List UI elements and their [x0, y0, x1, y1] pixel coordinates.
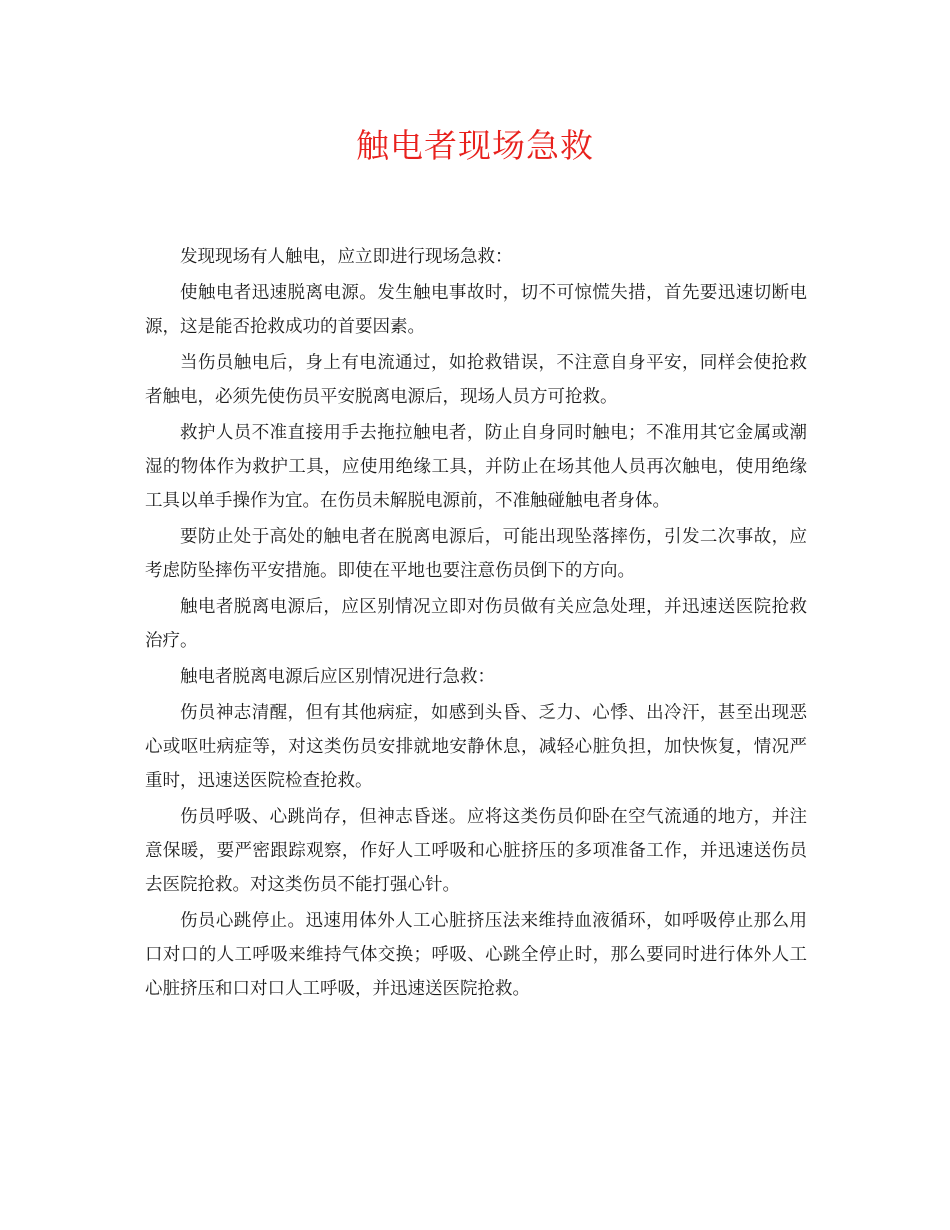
document-body: [145, 240, 807, 1008]
paragraph-rescuer-safety: 当伤员触电后，身上有电流通过，如抢救错误，不注意自身平安，同样会使抢救者触电，必须先使伤员平安脱离电源后，现场人员方可抢救。: [145, 353, 807, 407]
paragraph-insulated-tools: 救护人员不准直接用手去拖拉触电者，防止自身同时触电；不准用其它金属或潮湿的物体作为救护工具，应使用绝缘工具，并防止在场其他人员再次触电，使用绝缘工具以单手操作为宜。在伤员未解脱电源前，不准触碰触电者身体。: [145, 423, 807, 511]
paragraph-conscious-case: 伤员神志清醒，但有其他病症，如感到头昏、乏力、心悸、出冷汗，甚至出现恶心或呕吐病症等，对这类伤员安排就地安静休息，减轻心脏负担，加快恢复，情况严重时，迅速送医院检查抢救。: [145, 703, 807, 791]
paragraph-unconscious-case: 伤员呼吸、心跳尚存，但神志昏迷。应将这类伤员仰卧在空气流通的地方，并注意保暖，要严密跟踪观察，作好人工呼吸和心脏挤压的多项准备工作，并迅速送伤员去医院抢救。对这类伤员不能打强心针。: [145, 807, 807, 895]
paragraph-disconnect-power: 使触电者迅速脱离电源。发生触电事故时，切不可惊慌失措，首先要迅速切断电源，这是能否抢救成功的首要因素。: [145, 283, 807, 337]
paragraph-intro: 发现现场有人触电，应立即进行现场急救：: [180, 247, 513, 267]
paragraph-first-aid-heading: 触电者脱离电源后应区别情况进行急救：: [180, 667, 495, 687]
document-title: 触电者现场急救: [356, 126, 594, 165]
paragraph-emergency-treatment: 触电者脱离电源后，应区别情况立即对伤员做有关应急处理，并迅速送医院抢救治疗。: [145, 597, 807, 651]
paragraph-cardiac-arrest-case: 伤员心跳停止。迅速用体外人工心脏挤压法来维持血液循环，如呼吸停止那么用口对口的人工呼吸来维持气体交换；呼吸、心跳全停止时，那么要同时进行体外人工心脏挤压和口对口人工呼吸，并迅速送医院抢救。: [145, 911, 807, 999]
paragraph-fall-prevention: 要防止处于高处的触电者在脱离电源后，可能出现坠落摔伤，引发二次事故，应考虑防坠摔伤平安措施。即使在平地也要注意伤员倒下的方向。: [145, 527, 807, 581]
